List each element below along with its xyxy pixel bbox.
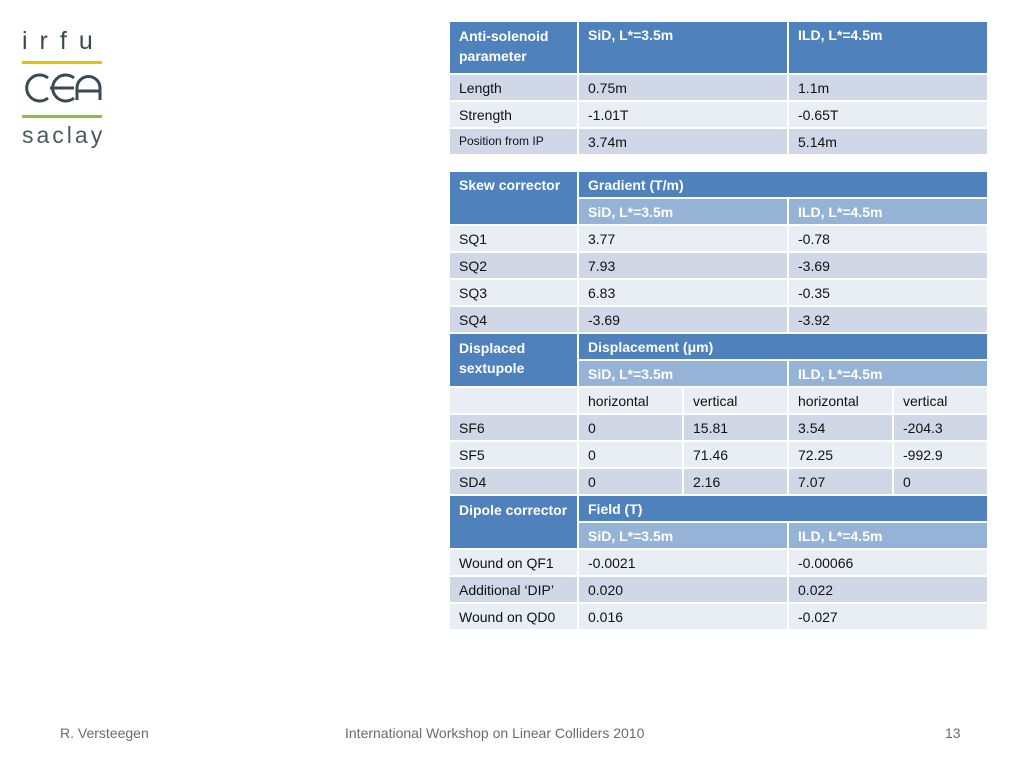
skew-corrector-header: Skew corrector [449,171,578,225]
ild-vertical-label: vertical [893,387,988,414]
anti-solenoid-header-row [449,21,988,74]
table-row [449,128,988,155]
sid-value: 0.75m [578,74,788,101]
sid-vertical-value: 2.16 [683,468,788,495]
dipole-corrector-header-row [449,495,988,522]
sid-subheader: SiD, L*=3.5m [578,522,788,549]
sid-horizontal-label: horizontal [578,387,683,414]
ild-subheader: ILD, L*=4.5m [788,360,988,387]
row-label: SF5 [449,441,578,468]
table-row [449,576,988,603]
logo-green-rule [22,115,102,118]
table-gap [449,155,988,171]
ild-value: -3.92 [788,306,988,333]
ild-header: ILD, L*=4.5m [788,21,988,74]
irfu-cea-saclay-logo [22,28,104,149]
ild-value: 5.14m [788,128,988,155]
row-label: Wound on QF1 [449,549,578,576]
gradient-header: Gradient (T/m) [578,171,988,198]
footer-author: R. Versteegen [60,725,149,741]
sid-vertical-value: 15.81 [683,414,788,441]
sid-value: -0.0021 [578,549,788,576]
slide-number: 13 [945,725,961,741]
ild-value: -0.78 [788,225,988,252]
cea-logo-icon [22,72,104,109]
ild-value: -0.65T [788,101,988,128]
sid-header: SiD, L*=3.5m [578,21,788,74]
anti-solenoid-header: Anti-solenoid parameter [449,21,578,74]
ild-subheader: ILD, L*=4.5m [788,522,988,549]
sid-horizontal-value: 0 [578,468,683,495]
ild-vertical-value: -204.3 [893,414,988,441]
sid-value: -3.69 [578,306,788,333]
skew-corrector-header-row [449,171,988,198]
row-label: SQ4 [449,306,578,333]
sid-horizontal-value: 0 [578,414,683,441]
sid-value: 6.83 [578,279,788,306]
row-label: SQ3 [449,279,578,306]
table-row [449,74,988,101]
row-label: Wound on QD0 [449,603,578,630]
sid-value: -1.01T [578,101,788,128]
displaced-sextupole-header: Displaced sextupole [449,333,578,387]
row-label: Additional ‘DIP’ [449,576,578,603]
table-row [449,306,988,333]
sid-value: 3.74m [578,128,788,155]
row-label: Strength [449,101,578,128]
empty-cell [449,387,578,414]
table-row [449,441,988,468]
logo-yellow-rule [22,61,102,64]
row-label: Position from IP [449,128,578,155]
ild-vertical-value: -992.9 [893,441,988,468]
table-row [449,603,988,630]
sid-value: 7.93 [578,252,788,279]
ild-value: -0.027 [788,603,988,630]
ild-value: -3.69 [788,252,988,279]
footer-event: International Workshop on Linear Colliders 2010 [345,725,645,741]
ild-value: -0.00066 [788,549,988,576]
sid-vertical-value: 71.46 [683,441,788,468]
row-label: SD4 [449,468,578,495]
logo-irfu-text: irfu [22,27,105,55]
sid-value: 0.020 [578,576,788,603]
sid-horizontal-value: 0 [578,441,683,468]
table-row [449,279,988,306]
ild-value: 0.022 [788,576,988,603]
sid-subheader: SiD, L*=3.5m [578,198,788,225]
ild-horizontal-value: 3.54 [788,414,893,441]
corrector-parameters-table [448,20,989,631]
ild-horizontal-label: horizontal [788,387,893,414]
ild-horizontal-value: 72.25 [788,441,893,468]
sid-value: 0.016 [578,603,788,630]
table-row [449,468,988,495]
displacement-axis-row [449,387,988,414]
displacement-header: Displacement (μm) [578,333,988,360]
row-label: SQ2 [449,252,578,279]
logo-saclay-text: saclay [22,122,106,148]
field-header: Field (T) [578,495,988,522]
table-row [449,414,988,441]
row-label: SF6 [449,414,578,441]
sid-value: 3.77 [578,225,788,252]
ild-horizontal-value: 7.07 [788,468,893,495]
table-row [449,101,988,128]
table-row [449,252,988,279]
dipole-corrector-header: Dipole corrector [449,495,578,549]
row-label: SQ1 [449,225,578,252]
ild-value: 1.1m [788,74,988,101]
sid-vertical-label: vertical [683,387,788,414]
row-label: Length [449,74,578,101]
ild-subheader: ILD, L*=4.5m [788,198,988,225]
displaced-sextupole-header-row [449,333,988,360]
sid-subheader: SiD, L*=3.5m [578,360,788,387]
table-row [449,225,988,252]
table-row [449,549,988,576]
ild-vertical-value: 0 [893,468,988,495]
ild-value: -0.35 [788,279,988,306]
